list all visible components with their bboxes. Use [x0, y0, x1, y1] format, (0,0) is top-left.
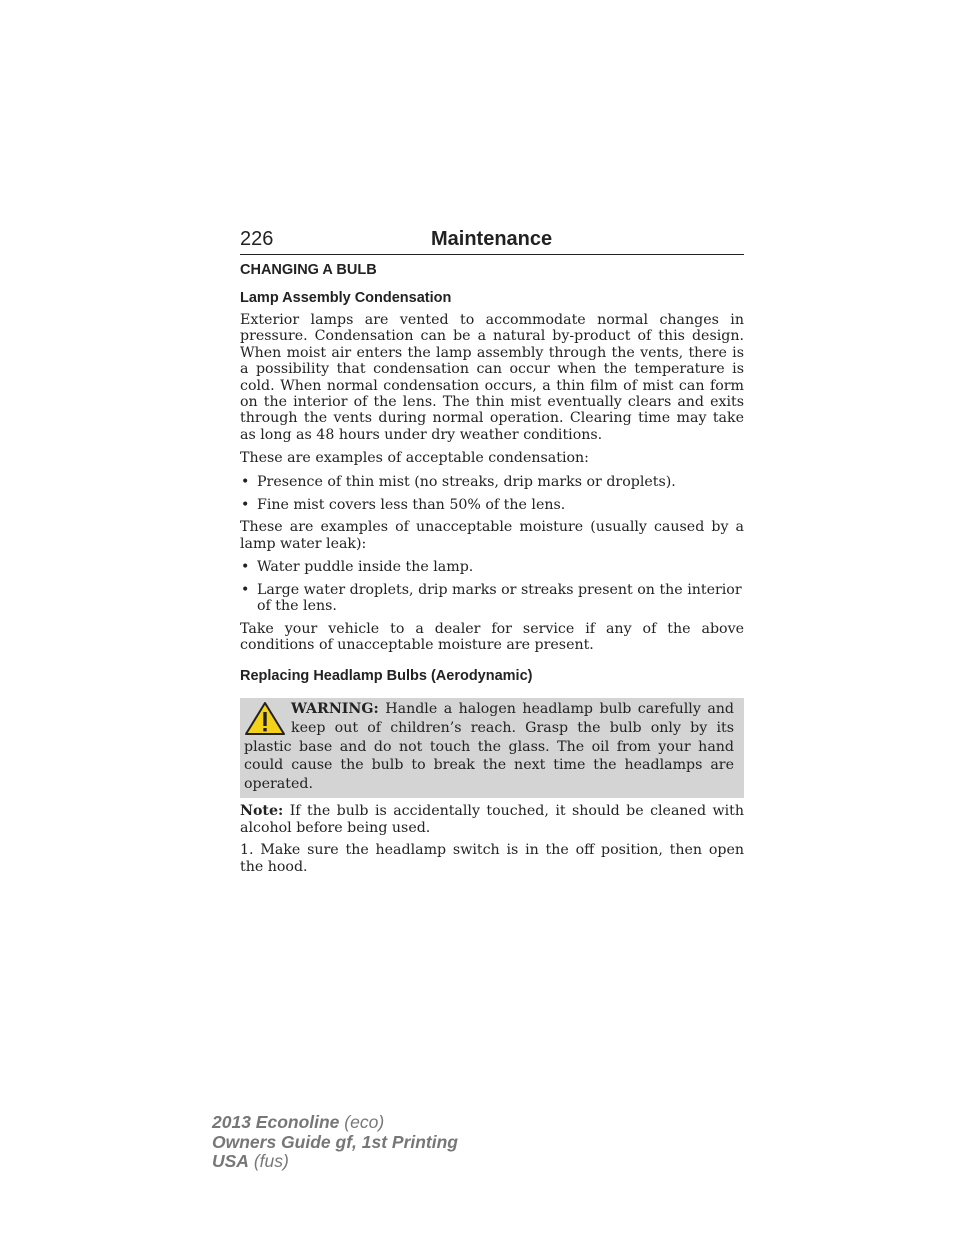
footer-region-line — [212, 1152, 458, 1172]
page-content — [240, 228, 744, 875]
warning-box — [240, 698, 744, 798]
note-text: If the bulb is accidentally touched, it should be cleaned with alcohol before being used. — [240, 803, 744, 836]
footer-model-code: (eco) — [344, 1112, 385, 1132]
acceptable-list — [240, 474, 744, 514]
page-footer — [212, 1113, 458, 1172]
warning-triangle-icon — [244, 701, 286, 737]
list-item: • Large water droplets, drip marks or streaks present on the interior of the lens. — [240, 582, 744, 615]
list-item: • Fine mist covers less than 50% of the lens. — [240, 497, 744, 513]
note-label: Note: — [240, 803, 284, 820]
footer-region-code: (fus) — [253, 1151, 289, 1171]
step-1: 1. Make sure the headlamp switch is in the off position, then open the hood. — [240, 842, 744, 875]
section-title: Maintenance — [431, 228, 553, 250]
list-item: • Water puddle inside the lamp. — [240, 559, 744, 575]
list-item: • Presence of thin mist (no streaks, drip marks or droplets). — [240, 474, 744, 490]
unacceptable-intro: These are examples of unacceptable moisture (usually caused by a lamp water leak): — [240, 519, 744, 552]
acceptable-intro: These are examples of acceptable condensation: — [240, 450, 589, 467]
unacceptable-list — [240, 559, 744, 614]
note-paragraph — [240, 803, 744, 836]
footer-guide: Owners Guide gf, 1st Printing — [212, 1131, 458, 1152]
footer-model: 2013 Econoline — [212, 1112, 340, 1132]
subheading-replacing-headlamp: Replacing Headlamp Bulbs (Aerodynamic) — [240, 668, 533, 685]
condensation-paragraph: Exterior lamps are vented to accommodate normal changes in pressure. Condensation can be a natural by-product of this design. When moist air enters the lamp assembly through the vents, there is a possibility that condensation can occur when the temperature is cold. When normal condensation occurs, a thin film of mist can form on the interior of the lens. The thin mist eventually clears and exits through the vents during normal operation. Clearing time may take as long as 48 hours under dry weather conditions. — [240, 312, 744, 443]
footer-region: USA — [212, 1151, 249, 1171]
warning-label: WARNING: — [291, 701, 379, 718]
heading-changing-a-bulb: CHANGING A BULB — [240, 262, 377, 278]
footer-model-line — [212, 1113, 458, 1133]
page-header — [240, 228, 744, 255]
page-number: 226 — [240, 228, 274, 250]
warning-text: Handle a halogen headlamp bulb carefully and keep out of children’s reach. Grasp the bulb only by its plastic base and do not touch the glass. The oil from your hand could cause the bulb to break the next time the headlamps are operated. — [244, 701, 734, 792]
dealer-paragraph: Take your vehicle to a dealer for service if any of the above conditions of unacceptable moisture are present. — [240, 620, 744, 653]
subheading-condensation: Lamp Assembly Condensation — [240, 290, 452, 306]
